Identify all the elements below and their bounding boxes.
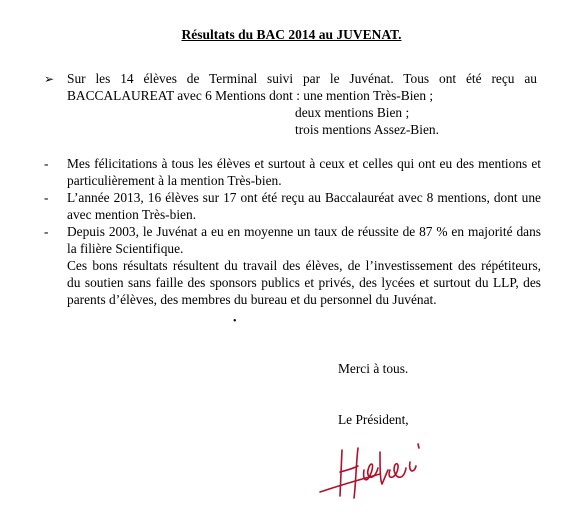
signature-image [318, 440, 428, 502]
closing-line-3: parents d’élèves, des membres du bureau et du personnel du Juvénat. [67, 292, 437, 307]
document-title: Résultats du BAC 2014 au JUVENAT. [181, 27, 402, 42]
signatory-title: Le Président, [338, 412, 409, 427]
year-2013-line-2: avec mention Très-bien. [67, 207, 197, 222]
dash-bullet-2: - [44, 190, 49, 205]
results-line-1: Sur les 14 élèves de Terminal suivi par le Juvénat. Tous ont été reçu au [67, 71, 537, 86]
since-2003-line-1: Depuis 2003, le Juvénat a eu en moyenne un taux de réussite de 87 % en majorité dans [67, 224, 541, 239]
year-2013-item [67, 189, 541, 223]
since-2003-line-2: la filière Scientifique. [67, 241, 184, 256]
congrats-line-2: particulièrement à la mention Très-bien. [67, 173, 282, 188]
year-2013-line-1: L’année 2013, 16 élèves sur 17 ont été reçu au Baccalauréat avec 8 mentions, dont une [67, 190, 541, 205]
dash-bullet-3: - [44, 224, 49, 239]
closing-paragraph [67, 257, 541, 308]
congratulations-item [67, 155, 541, 189]
stray-mark: • [233, 316, 237, 327]
arrow-bullet-icon: ➢ [44, 72, 55, 86]
congrats-line-1: Mes félicitations à tous les élèves et surtout à ceux et celles qui ont eu des mentions et [67, 156, 541, 171]
closing-line-1: Ces bons résultats résultent du travail des élèves, de l’investissement des répétiteurs, [67, 258, 541, 273]
mention-bien: deux mentions Bien ; [295, 105, 410, 120]
thanks-text: Merci à tous. [338, 361, 409, 376]
mention-assez-bien: trois mentions Assez-Bien. [295, 122, 439, 137]
since-2003-item [67, 223, 541, 257]
dash-bullet-1: - [44, 156, 49, 171]
results-line-2: BACCALAUREAT avec 6 Mentions dont : une mention Très-Bien ; [67, 88, 434, 103]
closing-line-2: du soutien sans faille des sponsors publics et privés, des lycées et surtout du LLP, des [67, 275, 541, 290]
results-paragraph [67, 70, 537, 104]
